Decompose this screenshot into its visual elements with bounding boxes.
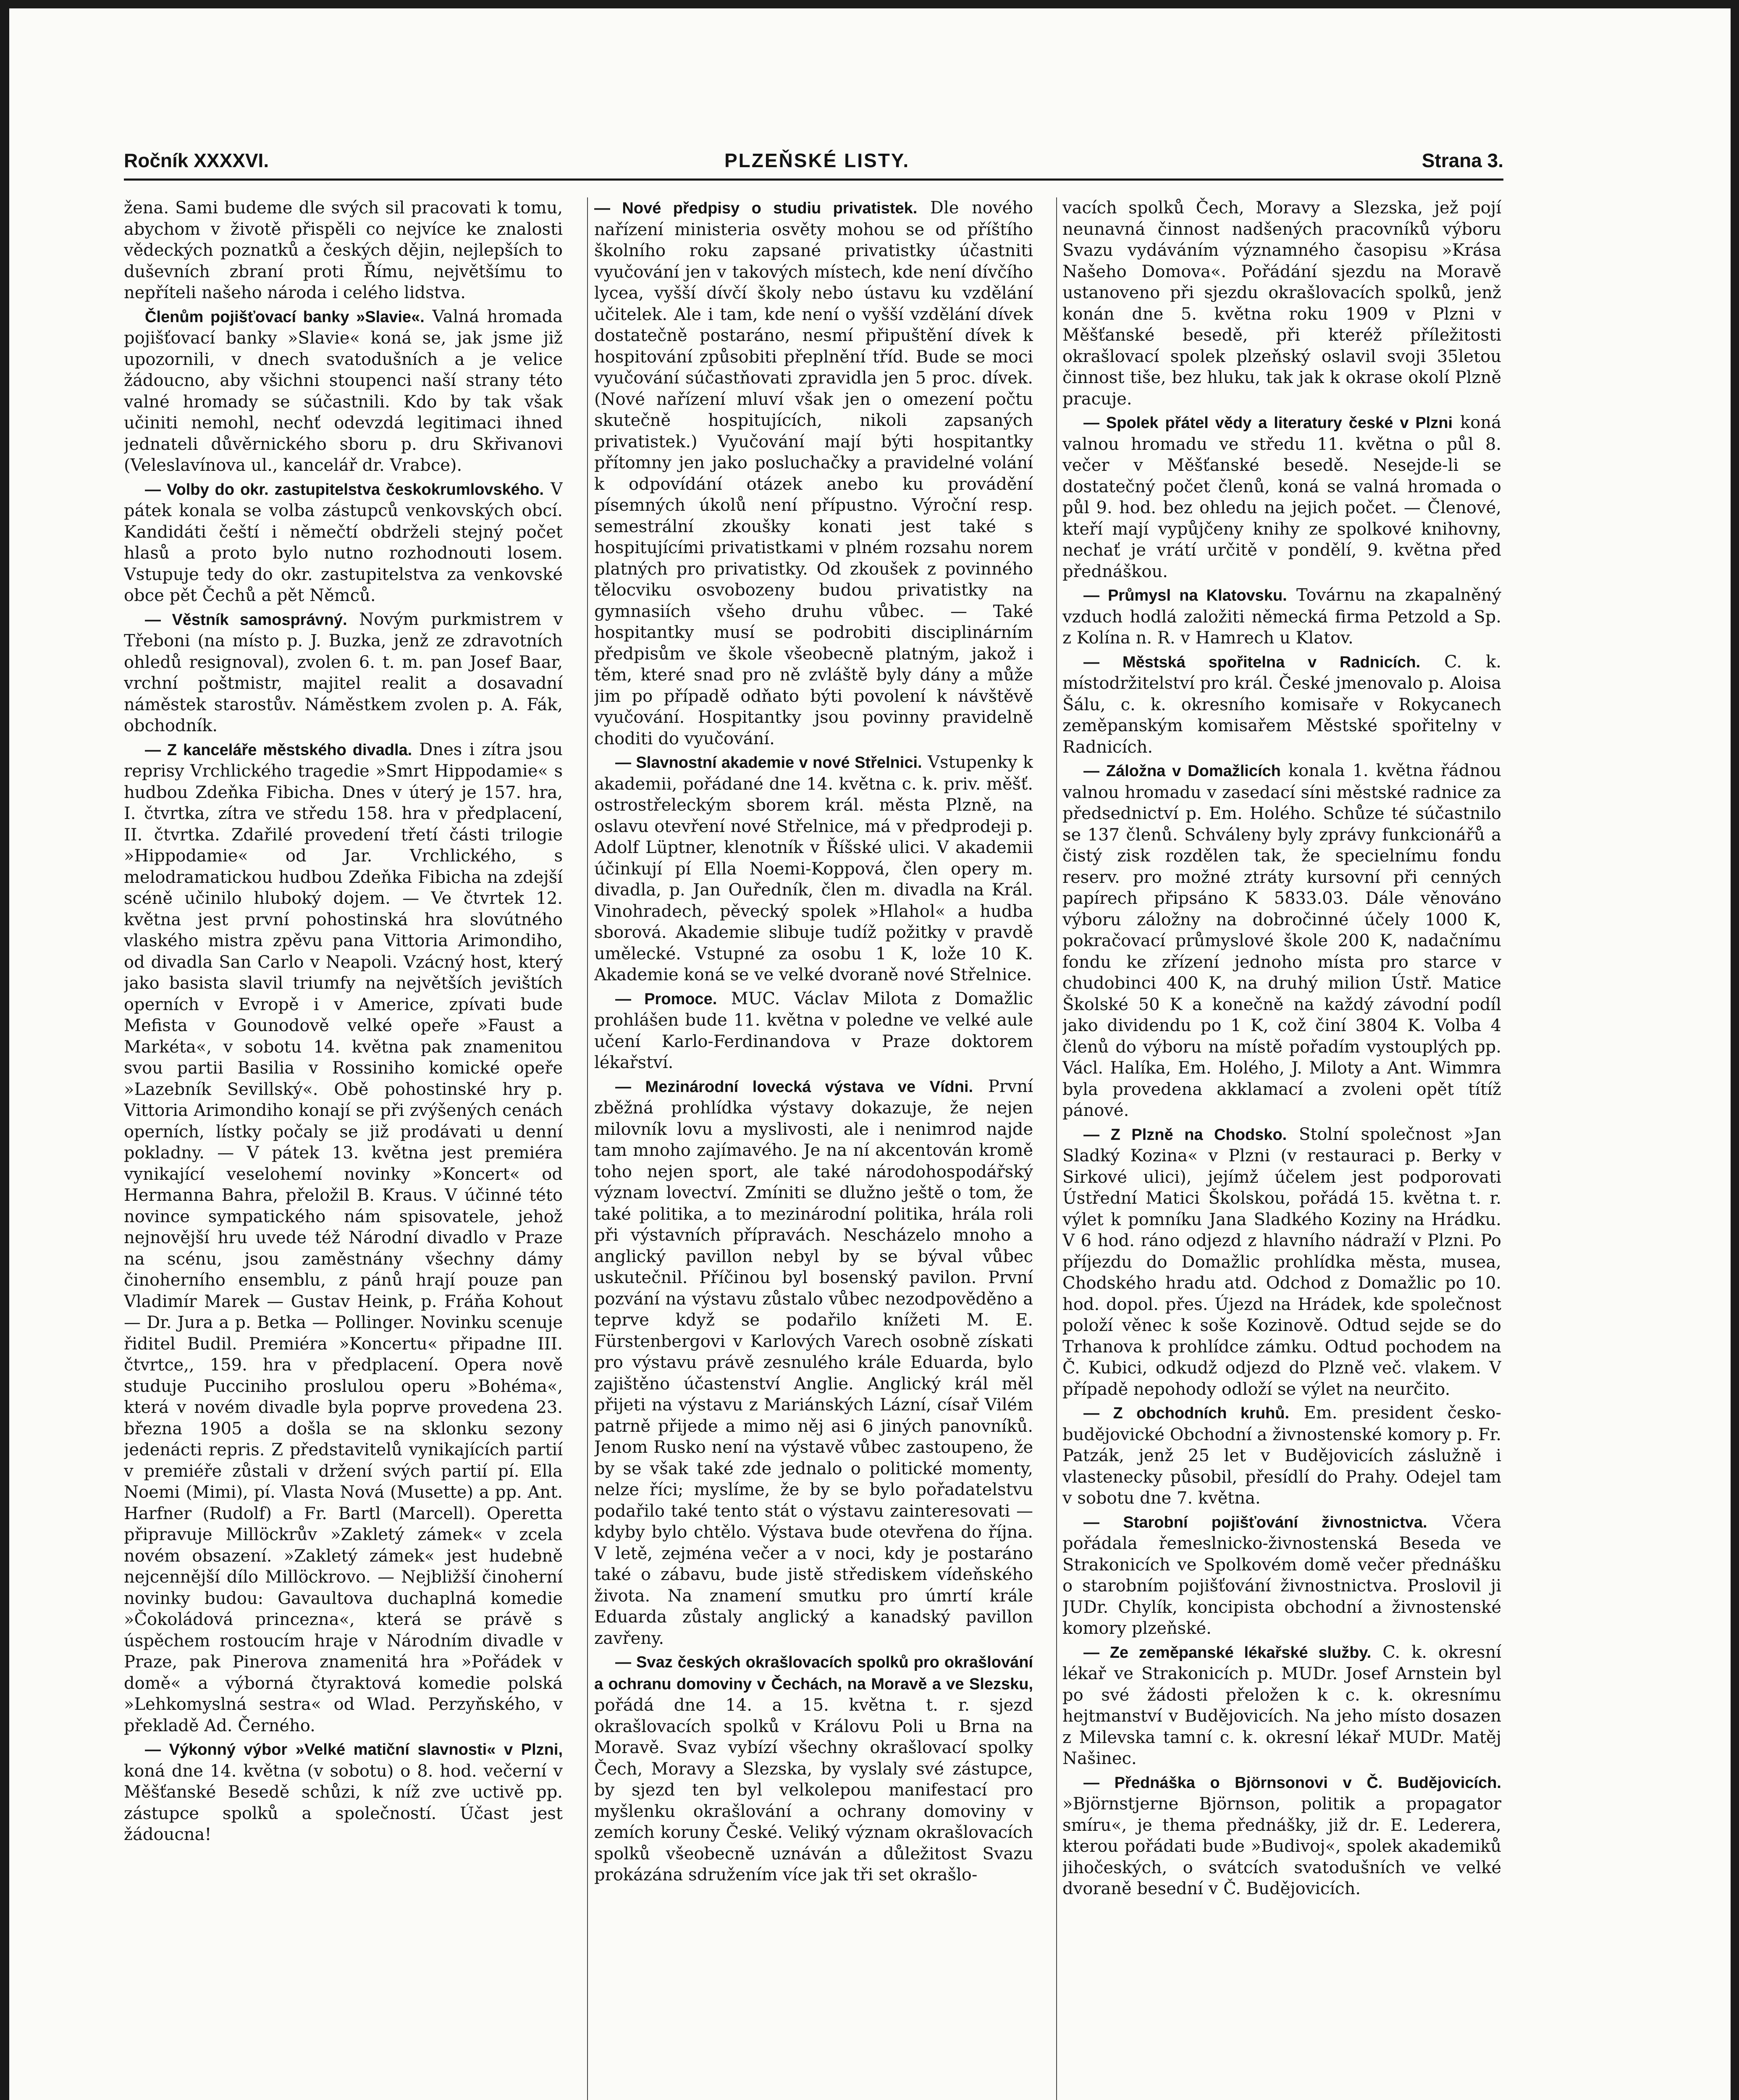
article-text: První zběžná prohlídka výstavy dokazuje, že nejen milovník lovu a myslivosti, ale i nenimrod najde tam mnoho zajímavého. Je na ní akcentován kromě toho nejen sport, ale také národohospodářský význam lovectví. Zmíniti se dlužno ještě o tom, že také politika, a to mezinárodní politika, hrála roli při výstavních přípravách. Nescházelo mnoho a anglický pavillon nebyl by se býval vůbec uskutečnil. Příčinou byl bosenský pavilon. První pozvání na výstavu zůstalo vůbec nezodpověděno a teprve když se podařilo knížeti M. E. Fürstenbergovi v Karlových Varech osobně získati pro výstavu právě zesnulého krále Eduarda, bylo zajištěno účastenství Anglie. Anglický král měl přijeti na výstavu z Mariánských Lázní, císař Vilém patrně přijede a mimo něj asi 6 jiných panovníků. Jenom Rusko není na výstavě vůbec zastoupeno, že by se však také zde jednalo o politické momenty, nelze říci; myslíme, že by se bylo pořadatelstvu podařilo také tento stát o výstavu zainteresovati — kdyby bylo chtělo. Výstava bude otevřena do října. V letě, zejména večer a v noci, kdy je postaráno také o zábavu, bude jistě střediskem vídeňského života. Na znamení smutku pro úmrtí krále Eduarda zůstaly anglický a kanadský pavillon zavřeny. [594, 1076, 1033, 1648]
article-heading: — Průmysl na Klatovsku. [1083, 587, 1287, 604]
article [594, 752, 1033, 986]
article-heading: — Záložna v Domažlicích [1083, 762, 1281, 780]
article-heading: — Promoce. [615, 990, 717, 1008]
article [1062, 585, 1501, 649]
article-heading: — Nové předpisy o studiu privatistek. [594, 200, 918, 217]
article [594, 1076, 1033, 1649]
article-text: pořádá dne 14. a 15. května t. r. sjezd okrašlovacích spolků v Královu Poli u Brna na Moravě. Svaz vybízí všechny okrašlovací spolky Čech, Moravy a Slezska, by vyslaly své zástupce, by sjezd ten byl velkolepou manifestací pro myšlenku okrašlování a ochrany domoviny v zemích koruny České. Veliký význam okrašlovacích spolků všeobecně uznáván a důležitost Svazu prokázána sdružením více jak tři set okrašlo- [594, 1696, 1033, 1885]
article [1062, 1512, 1501, 1639]
article-text: Továrnu na zkapalněný vzduch hodlá založiti německá firma Petzold a Sp. z Kolína n. R. v Hamrech u Klatov. [1062, 585, 1501, 648]
article-heading: Členům pojišťovací banky »Slavie«. [145, 308, 425, 326]
article [1062, 760, 1501, 1121]
article-heading: — Městská spořitelna v Radnicích. [1083, 653, 1421, 671]
article [1062, 651, 1501, 758]
article [124, 1739, 563, 1845]
scan-right-edge [1731, 0, 1739, 2100]
article [594, 1651, 1033, 1886]
newspaper-title: PLZEŇSKÉ LISTY. [724, 150, 910, 171]
article [124, 609, 563, 737]
article [1062, 1642, 1501, 1769]
article-heading: — Výkonný výbor »Velké matiční slavnosti« v Plzni, [145, 1741, 563, 1759]
article-heading: — Volby do okr. zastupitelstva českokrumlovského. [145, 480, 544, 499]
article-text: Vstupenky k akademii, pořádané dne 14. května c. k. priv. měšť. ostrostřeleckým sborem král. města Plzně, na oslavu otevření nové Střelnice, má v předprodeji p. Adolf Lüptner, klenotník v Říšské ulici. V akademii účinkují pí Ella Noemi-Koppová, člen opery m. divadla, p. Jan Ouředník, člen m. divadla na Král. Vinohradech, pěvecký spolek »Hlahol« a hudba sborová. Akademie slibuje tudíž požitky v pravdě umělecké. Vstupné za osobu 1 K, lože 10 K. Akademie koná se ve velké dvoraně nové Střelnice. [594, 753, 1033, 984]
article [124, 306, 563, 476]
volume-label: Ročník XXXXVI. [124, 150, 269, 171]
article-text: C. k. okresní lékař ve Strakonicích p. MUDr. Josef Arnstein byl po své žádosti přeložen k c. k. okresnímu hejtmanství v Budějovicích. Na jeho místo dosazen z Milevska tamní c. k. okresní lékař MUDr. Matěj Našinec. [1062, 1642, 1501, 1768]
article [1062, 1124, 1501, 1400]
article [124, 197, 563, 304]
article-heading: — Z Plzně na Chodsko. [1083, 1126, 1287, 1144]
article-text: žena. Sami budeme dle svých sil pracovati k tomu, abychom v životě přispěli co nejvíce ke znalosti vědeckých poznatků a českých dějin, nejlepších to duševních zbraní proti Římu, největšímu to nepříteli našeho národa i celého lidstva. [124, 198, 563, 302]
column-separator [587, 197, 588, 2100]
page-header [124, 149, 1503, 174]
article-text: Dnes i zítra jsou reprisy Vrchlického tragedie »Smrt Hippodamie« s hudbou Zdeňka Fibicha. Dnes v úterý je 157. hra, I. čtvrtka, zítra ve středu 158. hra v předplacení, II. čtvrtka. Zdařilé provedení třetí části trilogie »Hippodamie« od Jar. Vrchlického, s melodramatickou hudbou Zdeňka Fibicha na zdejší scéně učinilo hluboký dojem. — Ve čtvrtek 12. května jest první pohostinská hra slovútného vlaského mistra zpěvu pana Vittoria Arimondiho, od divadla San Carlo v Neapoli. Vzácný host, který jako basista slavil triumfy na největších jevištích operních v Evropě i v Americe, zpívati bude Mefista v Gounodově velké opeře »Faust a Markéta«, v sobotu 14. května pak znamenitou svou partii Basilia v Rossiniho komické opeře »Lazebník Sevillský«. Obě pohostinské hry p. Vittoria Arimondiho konají se při zvýšených cenách operních, lístky počaly se již prodávati u denní pokladny. — V pátek 13. května jest premiéra vynikající veselohemí novinky »Koncert« od Hermanna Bahra, přeložil B. Kraus. V účinné této novince sympatického nám spisovatele, jehož nejnovější hru uvede též Národní divadlo v Praze na scénu, jsou zaměstnány všechny dámy činoherního ensemblu, z pánů hrají pouze pan Vladimír Marek — Gustav Heink, p. Fráňa Kohout — Dr. Jura a p. Betka — Pollinger. Novinku scenuje řiditel Budil. Premiéra »Koncertu« připadne III. čtvrtce,, 159. hra v předplacení. Opera nově studuje Pucciniho proslulou operu »Bohéma«, která v novém divadle byla poprve provedena 23. března 1905 a došla se na sklonku sezony jedenácti repris. Z představitelů vynikajících partií v premiéře zůstali v držení svých partií pí. Ella Noemi (Mimi), pí. Vlasta Nová (Musette) a pp. Ant. Harfner (Rudolf) a Fr. Bartl (Marcell). Operetta připravuje Millöckrův »Zakletý zámek« v zcela novém obsazení. »Zakletý zámek« jest hudebně nejcennější dílo Millöckrovo. — Nejbližší činoherní novinky budou: Gavaultova duchaplná komedie »Čokoládová princezna«, která se právě s úspěchem rostoucím hraje v Národním divadle v Praze, pak Pinerova znamenitá hra »Pořádek v domě« a výborná čtyraktová komedie polská »Lehkomyslná sestra« od Wlad. Perzyňského, v překladě Ad. Černého. [124, 740, 563, 1735]
article-heading: — Spolek přátel vědy a literatury české v Plzni [1083, 414, 1453, 432]
article-text: MUC. Václav Milota z Domažlic prohlášen bude 11. května v poledne ve velké aule učení Karlo-Ferdinandova v Praze doktorem lékařství. [594, 989, 1033, 1072]
article [1062, 1402, 1501, 1509]
article [124, 479, 563, 606]
article-heading: — Z obchodních kruhů. [1083, 1404, 1290, 1422]
article-text: »Björnstjerne Björnson, politik a propagator smíru«, je thema přednášky, již dr. E. Lederera, kterou pořádati bude »Budivoj«, spolek akademiků jihočeských, o svátcích svatodušních ve velké dvoraně besední v Č. Budějovicích. [1062, 1794, 1501, 1898]
column-3 [1062, 197, 1501, 2100]
article-text: koná valnou hromadu ve středu 11. května o půl 8. večer v Měšťanské besedě. Nesejde-li se dostatečný počet členů, koná se valná hromada o půl 9. hod. bez ohledu na jejich počet. — Členové, kteří mají vypůjčeny knihy ze spolkové knihovny, nechať je vrátí určitě v pondělí, 9. května před přednáškou. [1062, 413, 1501, 581]
article-text: vacích spolků Čech, Moravy a Slezska, jež pojí neunavná činnost nadšených pracovníků výboru Svazu vydáváním významného časopisu »Krása Našeho Domova«. Pořádání sjezdu na Moravě ustanoveno při sjezdu okrašlovacích spolků, jenž konán dne 5. května roku 1909 v Plzni v Měšťanské besedě, při kteréž příležitosti okrašlovací spolek plzeňský oslavil svoji 35letou činnost tiše, bez hluku, tak jak k okrase okolí Plzně pracuje. [1062, 198, 1501, 409]
article-text: koná dne 14. května (v sobotu) o 8. hod. večerní v Měšťanské Besedě schůzi, k níž zve uctivě pp. zástupce spolků a společností. Účast jest žádoucna! [124, 1761, 563, 1844]
article-text: Valná hromada pojišťovací banky »Slavie« koná se, jak jsme již upozornili, v dnech svatodušních a je velice žádoucno, aby všichni stoupenci naší strany této valné hromady se súčastnili. Kdo by tak však učiniti nemohl, nechť odevzdá legitimaci ihned jednateli důvěrnického sboru p. dru Skřivanovi (Veleslavínova ul., kancelář dr. Vrabce). [124, 307, 563, 475]
article [594, 988, 1033, 1074]
article-text: konala 1. května řádnou valnou hromadu v zasedací síni městské radnice za předsednictví p. Em. Holého. Schůze té súčastnilo se 137 členů. Schváleny byly zprávy funkcionářů a čistý zisk rozdělen tak, že specielnímu fondu reserv. pro možné ztráty kursovní při cenných papírech připsáno K 5833.03. Dále věnováno výboru záložny na dobročinné účely 1000 K, pokračovací průmyslové škole 200 K, nadačnímu fondu ke zřízení jednoho místa pro starce v chudobinci 400 K, na druhý milion Ústř. Matice Školské 50 K a konečně na každý závodní podíl jako dividendu po 1 K, což činí 3804 K. Volba 4 členů do výboru na místě pořadím vystouplých pp. Václ. Halíka, Em. Holého, J. Miloty a Ant. Wimmra byla provedena akklamací a zvoleni opět títíž pánové. [1062, 761, 1501, 1120]
scan-top-edge [0, 0, 1739, 8]
column-separator [1056, 197, 1057, 2100]
column-1 [124, 197, 563, 2100]
article-text: Em. president česko-budějovické Obchodní a živnostenské komory p. Fr. Patzák, jenž 25 let v Budějovicích záslužně i vlastenecky působil, přesídlí do Prahy. Odejel tam v sobotu dne 7. května. [1062, 1403, 1501, 1508]
column-2 [594, 197, 1033, 2100]
article-text: Stolní společnost »Jan Sladký Kozina« v Plzni (v restauraci p. Berky v Sirkové ulici), jejímž účelem jest podporovati Ústřední Matici Školskou, pořádá 15. května t. r. výlet k pomníku Jana Sladkého Koziny na Hrádku. V 6 hod. ráno odjezd z hlavního nádraží v Plzni. Po příjezdu do Domažlic prohlídka města, musea, Chodského hradu atd. Odchod z Domažlic po 10. hod. dopol. přes. Újezd na Hrádek, kde společnost položí věnec k soše Kozinově. Odtud sejde se do Trhanova k prohlídce zámku. Odtud pochodem na Č. Kubici, odkudž odjezd do Plzně več. vlakem. V případě nepohody odloží se výlet na neurčito. [1062, 1124, 1501, 1399]
scan-left-edge [0, 0, 9, 2100]
article-text: Včera pořádala řemeslnicko-živnostenská Beseda ve Strakonicích ve Spolkovém domě večer přednášku o starobním pojišťování živnostnictva. Proslovil ji JUDr. Chylík, koncipista obchodní a živnostenské komory plzeňské. [1062, 1512, 1501, 1638]
page-number: Strana 3. [1422, 150, 1503, 171]
article-text: Dle nového nařízení ministeria osvěty mohou se od příštího školního roku zapsané privatistky účastniti vyučování jen v takových místech, kde není dívčího lycea, vyšší dívčí školy nebo ústavu ku vzdělání učitelek. Ale i tam, kde není o vyšší vzdělání dívek dostatečně postaráno, nesmí připuštění dívek k hospitování způsobiti přeplnění tříd. Bude se moci vyučování súčastňovati zpravidla jen 5 proc. dívek. (Nové nařízení mluví však jen o omezení počtu skutečně hospitujících, nikoli zapsaných privatistek.) Vyučování mají býti hospitantky přítomny jen jako posluchačky a pravidelné volání k odpovídání otázek anebo ku provádění písemných úkolů není přípustno. Výroční resp. semestrální zkoušky konati jest také s hospitujícími privatistkami v plném rozsahu norem platných pro privatistky. Od zkoušek z povinného tělocviku osvobozeny budou privatistky na gymnasiích všeho druhu vůbec. — Také hospitantky musí se podrobiti disciplinárním předpisům ve škole všeobecně platným, jakož i těm, které snad pro ně zvláště byly dány a může jim po případě odňato býti povolení k návštěvě vyučování. Hospitantky jsou povinny pravidelně choditi do vyučování. [594, 198, 1033, 748]
article-heading: — Přednáška o Björnsonovi v Č. Budějovicích. [1083, 1774, 1501, 1792]
article-heading: — Svaz českých okrašlovacích spolků pro okrašlování a ochranu domoviny v Čechách, na Moravě a ve Slezsku, [594, 1654, 1033, 1693]
article [1062, 197, 1501, 410]
article-heading: — Starobní pojišťování živnostnictva. [1083, 1513, 1427, 1531]
article-heading: — Věstník samosprávný. [145, 611, 347, 629]
article [1062, 1772, 1501, 1900]
article-heading: — Z kanceláře městského divadla. [145, 741, 412, 759]
article-heading: — Slavnostní akademie v nové Střelnici. [615, 754, 922, 772]
article-heading: — Ze zeměpanské lékařské služby. [1083, 1643, 1372, 1662]
article [124, 739, 563, 1737]
header-rule [124, 178, 1503, 181]
article [594, 197, 1033, 749]
article [1062, 412, 1501, 582]
article-text: V pátek konala se volba zástupců venkovských obcí. Kandidáti čeští i němečtí obdrželi stejný počet hlasů a proto bylo nutno rozhodnouti losem. Vstupuje tedy do okr. zastupitelstva za venkovské obce pět Čechů a pět Němců. [124, 479, 563, 605]
article-heading: — Mezinárodní lovecká výstava ve Vídni. [615, 1078, 973, 1096]
article-text: C. k. místodržitelství pro král. České jmenovalo p. Aloisa Šálu, c. k. okresního komisaře v Rokycanech zeměpanským komisařem Městské spořitelny v Radnicích. [1062, 652, 1501, 757]
article-text: Novým purkmistrem v Třeboni (na místo p. J. Buzka, jenž ze zdravotních ohledů resignoval), zvolen 6. t. m. pan Josef Baar, vrchní poštmistr, majitel realit a dosavadní náměstek starostův. Náměstkem zvolen p. A. Fák, obchodník. [124, 609, 563, 735]
